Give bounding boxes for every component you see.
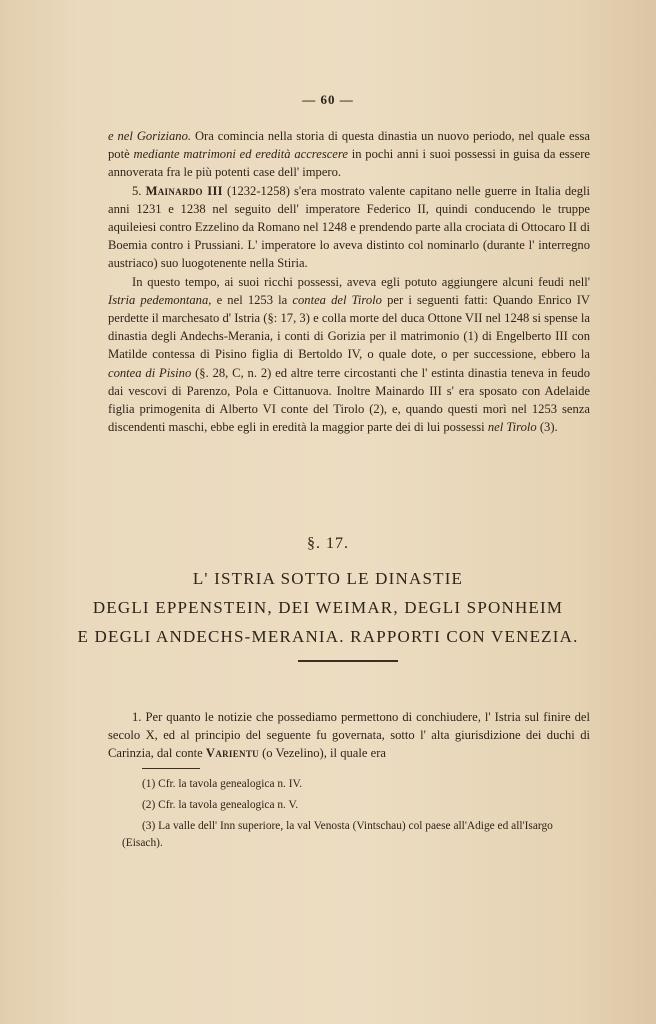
footnote-1: (1) Cfr. la tavola genealogica n. IV. [142, 778, 303, 790]
footnotes [122, 776, 594, 856]
text-run: (3). [536, 420, 558, 435]
text-run: di Engelberto III con Matilde contessa di Pisino figlia di Bertoldo IV, o quale dote, o per successione, ebbero la [108, 329, 591, 362]
text-run: (1) [463, 329, 479, 344]
footnote-2: (2) Cfr. la tavola genealogica n. V. [142, 799, 299, 811]
text-run: e nel 1253 la [211, 292, 293, 307]
italic-run: contea del Tirolo [292, 292, 382, 307]
text-run: 5. [132, 183, 146, 198]
footnote-3: (3) La valle dell' Inn superiore, la val Venosta (Vintschau) col paese all'Adige ed all'Isargo (Eisach). [122, 820, 553, 849]
text-run: 1. Per quanto le notizie che possediamo permettono di conchiudere, l' Istria sul finire del secolo X, ed al principio del seguente fu governata, sotto l' alta giurisdizione dei duchi di Carinzia, dal conte [108, 710, 590, 761]
section-title [0, 564, 656, 651]
page-number: — 60 — [302, 92, 354, 107]
paragraph-3 [108, 273, 590, 437]
text-run: (§. 28, C, n. 2) ed altre terre circostanti che l' estinta dinastia teneva in feudo dai vescovi di Parenzo, Pola e Cittanuova. Inoltre Mainardo III s' era sposato con Adelaide figlia primogenita di Alberto VI conte del Tirolo (2), e, quando questi morì nel 1253 senza discendenti maschi, ebbe egli in eredità la maggior parte dei di lui possessi [108, 365, 591, 435]
italic-run: mediante matrimoni ed eredità accrescere [133, 147, 348, 162]
title-line-1: L' ISTRIA SOTTO LE DINASTIE [192, 569, 464, 588]
body-text-bottom [108, 708, 590, 763]
text-run: (o Vezelino), il quale era [258, 746, 386, 761]
section-number: §. 17. [307, 535, 349, 552]
small-caps-name: Mainardo III [145, 183, 223, 198]
text-run: In questo tempo, ai suoi ricchi possessi, aveva egli potuto aggiungere alcuni feudi nell' [132, 274, 590, 289]
title-line-2: DEGLI EPPENSTEIN, DEI WEIMAR, DEGLI SPONHEIM [92, 598, 564, 617]
text-run: per i seguenti fatti: Quando Enrico IV perdette il marchesato d' Istria (§: 17, 3) e colla morte del duca Ottone VII nel 1248 si spense la dinastia degli Andechs-Merania, i conti di Gorizia per il matrimonio [108, 292, 590, 344]
italic-run: contea di Pisino [108, 365, 192, 380]
italic-run: Istria pedemontana, [108, 292, 212, 307]
footnote-divider [142, 768, 200, 769]
small-caps-name: Varientu [205, 746, 259, 761]
paragraph-4 [108, 708, 590, 763]
title-line-3: E DEGLI ANDECHS-MERANIA. RAPPORTI CON VENEZIA. [77, 627, 579, 646]
italic-run: e nel Goriziano. [108, 129, 192, 143]
italic-run: nel Tirolo [487, 420, 537, 435]
body-text-top [108, 127, 590, 436]
text-run: in pochi anni i suoi possessi in guisa da essere annoverata fra le più potenti case dell' impero. [108, 147, 590, 180]
paragraph-2 [108, 182, 590, 273]
paragraph-1 [108, 127, 590, 182]
title-divider [298, 660, 398, 662]
text-run: Ora comincia nella storia di questa dinastia un nuovo periodo, nel quale essa potè [108, 129, 590, 162]
text-run: (1232-1258) s'era mostrato valente capitano nelle guerre in Italia degli anni 1231 e 1238 nel seguito dell' imperatore Federico II, quindi conducendo le truppe aquileiesi contro Ezzelino da Romano nel 1248 e prendendo parte alla crociata di Ottocaro II di Boemia contro i Prussiani. L' imperatore lo aveva distinto col nominarlo (durante l' interregno austriaco) suo luogotenente nella Stiria. [108, 183, 590, 271]
